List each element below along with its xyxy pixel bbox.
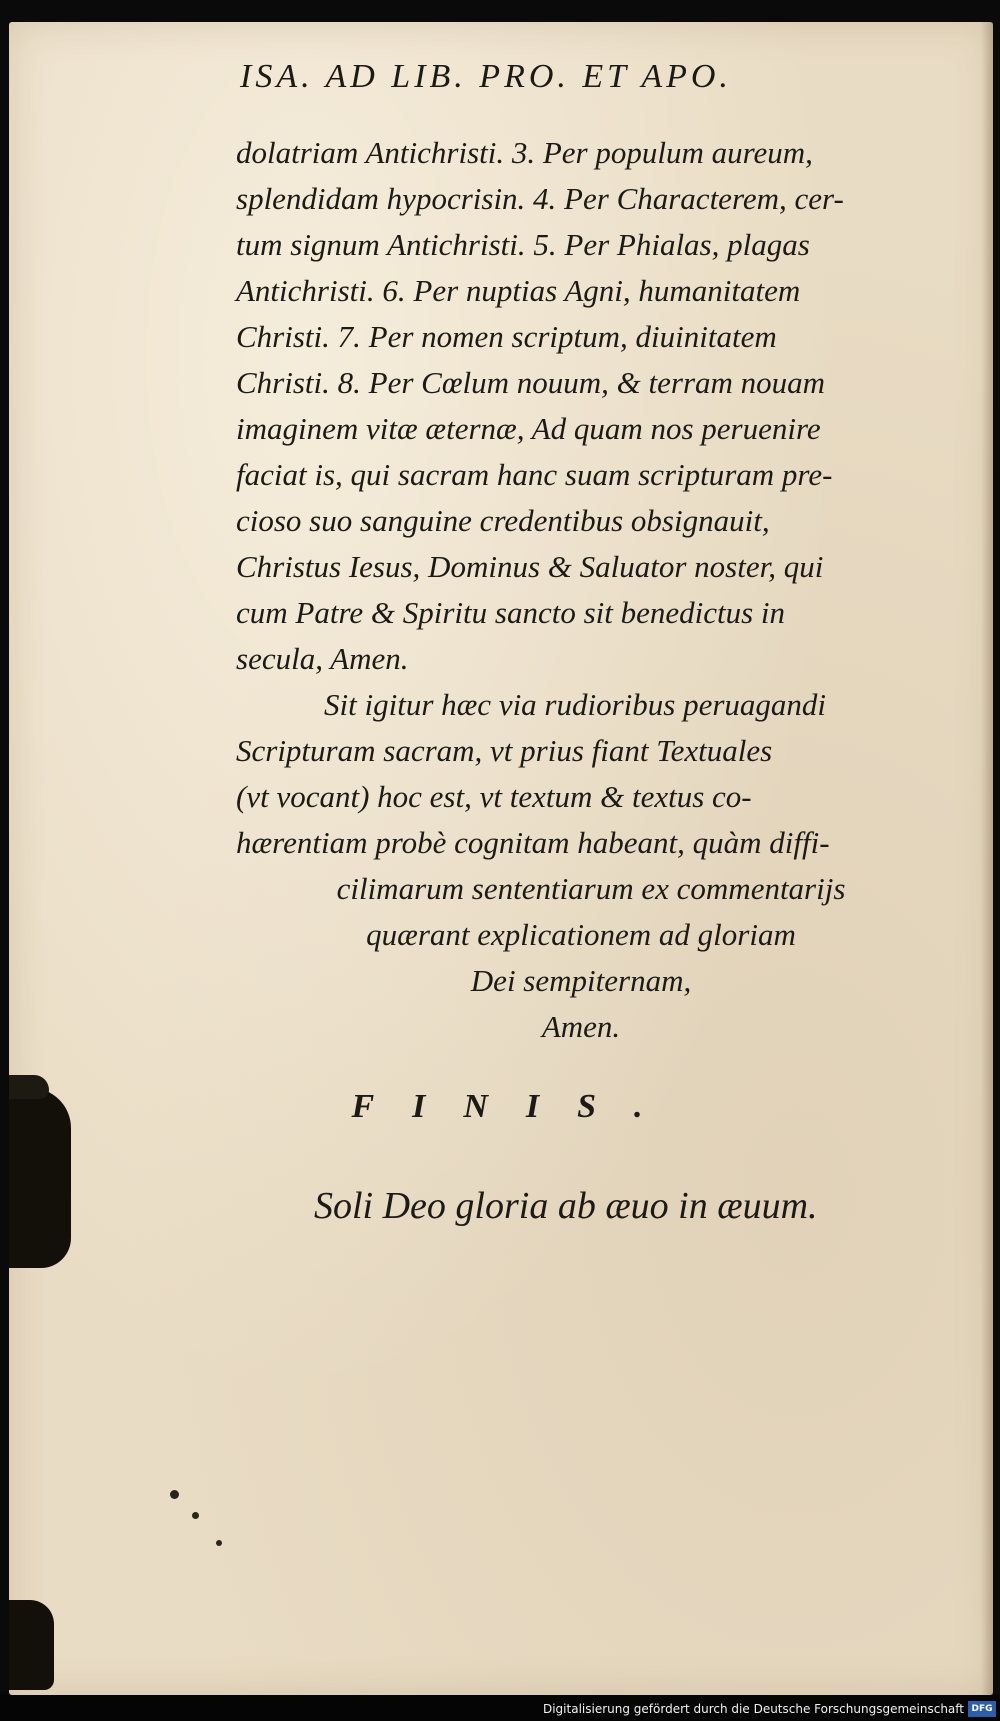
text-line-centered: Dei sempiternam, <box>470 963 692 998</box>
finis-heading: FINIS. <box>351 1088 681 1125</box>
page-edge-shadow <box>981 22 993 1695</box>
ink-stain-left <box>9 1088 71 1268</box>
text-line: Scripturam sacram, vt prius fiant Textuales <box>236 733 773 768</box>
text-line: secula, Amen. <box>236 641 409 676</box>
dfg-logo: DFG <box>968 1701 996 1717</box>
text-line-paragraph-start: Sit igitur hæc via rudioribus peruagandi <box>324 687 827 722</box>
speck-1 <box>170 1490 179 1499</box>
text-line: cum Patre & Spiritu sancto sit benedictus in <box>236 595 786 630</box>
funding-note: Digitalisierung gefördert durch die Deutsche Forschungsgemeinschaft <box>542 1702 964 1716</box>
speck-2 <box>192 1512 199 1519</box>
text-line: hærentiam probè cognitam habeant, quàm diffi- <box>236 825 830 860</box>
ink-stain-left-small <box>9 1075 49 1099</box>
ink-stain-bottom-left <box>9 1600 54 1690</box>
body-text <box>236 130 926 1050</box>
text-line: tum signum Antichristi. 5. Per Phialas, plagas <box>236 227 810 262</box>
closing-motto: Soli Deo gloria ab æuo in æuum. <box>314 1185 818 1227</box>
text-line: Christus Iesus, Dominus & Saluator noster, qui <box>236 549 824 584</box>
text-line-centered: Amen. <box>541 1009 621 1044</box>
speck-3 <box>216 1540 222 1546</box>
text-line-centered: cilimarum sententiarum ex commentarijs <box>336 871 846 906</box>
running-head: ISA. AD LIB. PRO. ET APO. <box>240 58 732 95</box>
text-line: (vt vocant) hoc est, vt textum & textus co- <box>236 779 752 814</box>
text-line: faciat is, qui sacram hanc suam scripturam pre- <box>236 457 833 492</box>
footer-bar <box>0 1695 1000 1721</box>
text-line: imaginem vitæ æternæ, Ad quam nos peruenire <box>236 411 821 446</box>
text-line: dolatriam Antichristi. 3. Per populum aureum, <box>236 135 813 170</box>
text-line: cioso suo sanguine credentibus obsignauit, <box>236 503 770 538</box>
text-line: Christi. 7. Per nomen scriptum, diuinitatem <box>236 319 777 354</box>
text-line: splendidam hypocrisin. 4. Per Characterem, cer- <box>236 181 844 216</box>
text-line: Antichristi. 6. Per nuptias Agni, humanitatem <box>236 273 801 308</box>
text-line: Christi. 8. Per Cœlum nouum, & terram nouam <box>236 365 826 400</box>
text-line-centered: quærant explicationem ad gloriam <box>366 917 796 952</box>
